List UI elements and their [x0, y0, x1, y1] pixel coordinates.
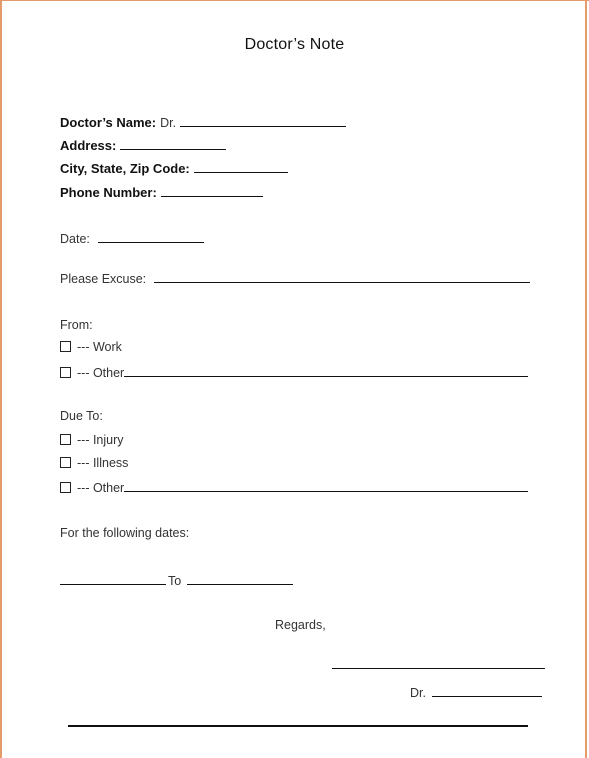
excuse-label: Please Excuse: — [60, 272, 147, 286]
phone-label: Phone Number: — [60, 185, 157, 200]
from-other-checkbox[interactable] — [60, 367, 71, 378]
to-label: To — [168, 574, 182, 588]
city-state-zip-label: City, State, Zip Code: — [60, 161, 190, 176]
illness-option-label: --- Illness — [77, 456, 129, 470]
work-option-label: --- Work — [77, 340, 122, 354]
doctor-name-field[interactable] — [180, 114, 346, 127]
excuse-row — [60, 270, 530, 286]
bottom-rule — [68, 725, 528, 727]
following-dates-row — [60, 526, 189, 540]
signature-doctor-name-field[interactable] — [432, 684, 542, 697]
illness-checkbox[interactable] — [60, 457, 71, 468]
from-label: From: — [60, 318, 93, 332]
city-state-zip-field[interactable] — [194, 160, 288, 173]
address-field[interactable] — [120, 137, 226, 150]
from-section-label-row — [60, 318, 93, 332]
city-state-zip-row — [60, 160, 288, 176]
page-title: Doctor’s Note — [244, 36, 345, 53]
due-option-other — [60, 479, 528, 495]
address-row — [60, 137, 226, 153]
due-to-section-label-row — [60, 409, 103, 423]
due-other-option-label: --- Other — [77, 481, 125, 495]
doctor-signature-row — [410, 684, 542, 700]
regards-row — [275, 618, 326, 632]
signature-prefix: Dr. — [410, 686, 426, 700]
page-edge-top — [0, 0, 589, 1]
following-dates-label: For the following dates: — [60, 526, 190, 540]
due-other-checkbox[interactable] — [60, 482, 71, 493]
address-label: Address: — [60, 138, 117, 153]
phone-field[interactable] — [161, 184, 263, 197]
excuse-field[interactable] — [154, 270, 530, 283]
from-other-field[interactable] — [124, 364, 528, 377]
doctor-name-row — [60, 114, 346, 130]
end-date-field[interactable] — [187, 572, 293, 585]
phone-row — [60, 184, 263, 200]
from-option-other — [60, 364, 528, 380]
date-field[interactable] — [98, 230, 204, 243]
due-option-illness — [60, 456, 128, 470]
doctor-name-prefix: Dr. — [160, 116, 177, 130]
signature-line[interactable] — [332, 668, 545, 669]
doctor-name-label: Doctor’s Name: — [60, 115, 157, 130]
due-other-field[interactable] — [124, 479, 528, 492]
due-to-label: Due To: — [60, 409, 103, 423]
from-other-option-label: --- Other — [77, 366, 125, 380]
injury-option-label: --- Injury — [77, 433, 124, 447]
regards-text: Regards, — [275, 618, 326, 632]
page-edge-right — [585, 0, 587, 758]
injury-checkbox[interactable] — [60, 434, 71, 445]
due-option-injury — [60, 433, 124, 447]
work-checkbox[interactable] — [60, 341, 71, 352]
date-label: Date: — [60, 232, 90, 246]
start-date-field[interactable] — [60, 572, 166, 585]
from-option-work — [60, 340, 122, 354]
date-row — [60, 230, 204, 246]
date-range-row — [60, 572, 293, 588]
page-edge-left — [0, 0, 2, 758]
